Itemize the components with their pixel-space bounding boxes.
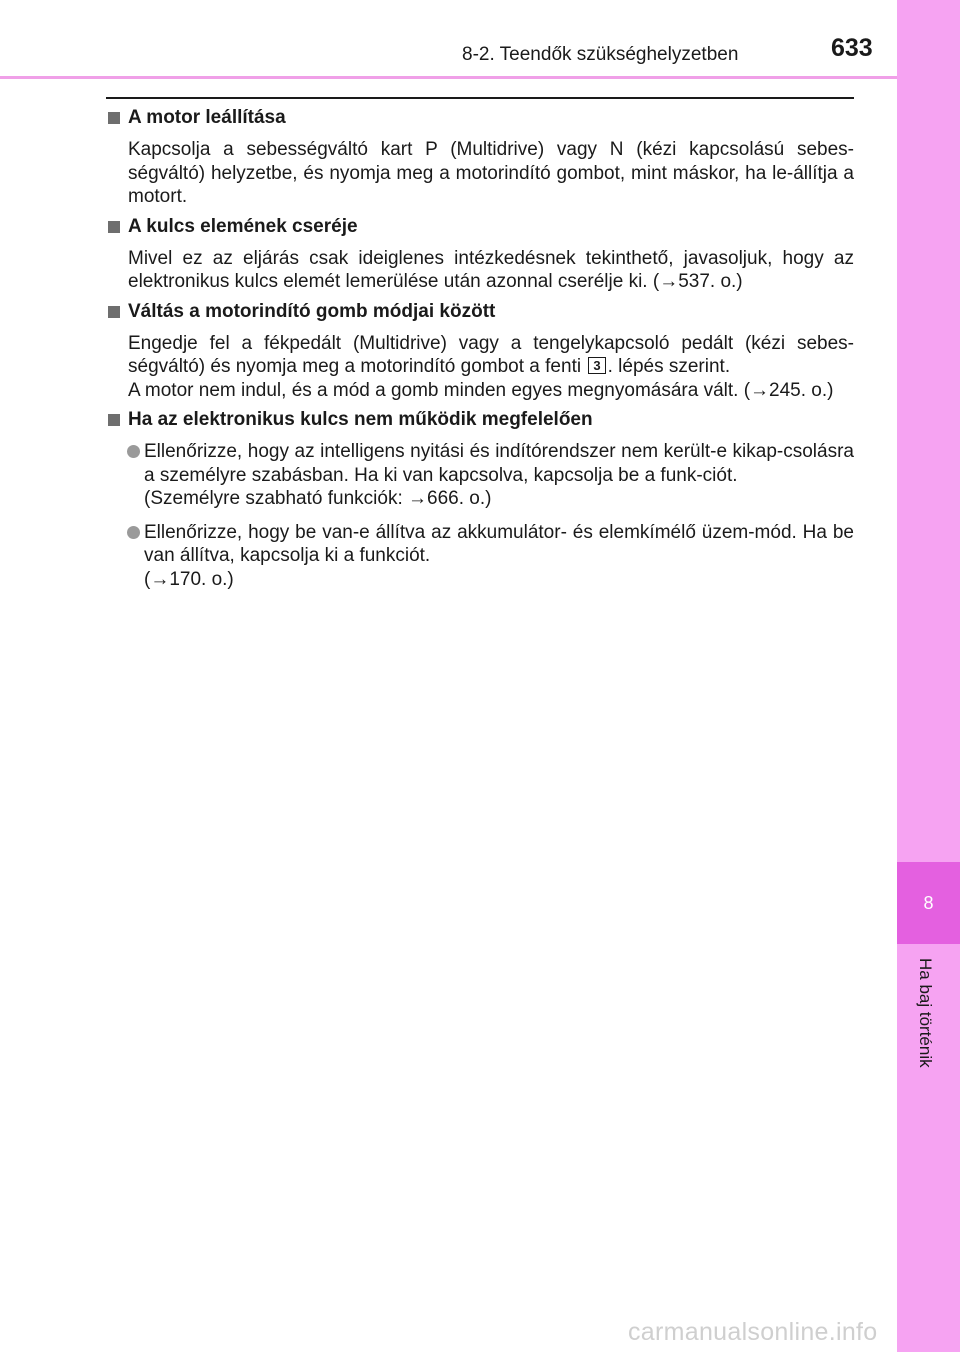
chapter-number: 8 — [923, 892, 934, 913]
section-body — [106, 247, 854, 294]
reference-line: (Személyre szabható funkciók: →666. o.) — [144, 488, 492, 509]
paragraph: Ellenőrizze, hogy az intelligens nyitási és indítórendszer nem került-e kikap-csolásra a személyre szabásban. Ha ki van kapcsolva, kapcsolja be a funk-ciót. — [144, 441, 854, 486]
bullet-item — [106, 440, 854, 511]
chapter-title: Ha baj történik — [916, 958, 935, 1068]
square-bullet-icon — [108, 414, 120, 426]
bullet-item — [106, 521, 854, 592]
step-reference-box: 3 — [588, 357, 605, 374]
section-body — [106, 138, 854, 209]
round-bullet-icon — [127, 526, 140, 539]
paragraph: A motor nem indul, és a mód a gomb minden egyes megnyomására vált. (→245. o.) — [128, 379, 834, 401]
reference-line: (→170. o.) — [144, 568, 234, 590]
square-bullet-icon — [108, 112, 120, 124]
page-number: 633 — [831, 34, 873, 62]
section-heading: A motor leállítása — [106, 106, 854, 130]
paragraph: Mivel ez az eljárás csak ideiglenes intézkedésnek tekinthető, javasoljuk, hogy az elektronikus kulcs elemét lemerülése után azonnal cserélje ki. (→537. o.) — [128, 247, 854, 292]
section-title: 8-2. Teendők szükséghelyzetben — [462, 44, 739, 65]
chapter-number-box — [897, 862, 960, 944]
watermark: carmanualsonline.info — [628, 1318, 878, 1346]
section-body — [106, 332, 854, 403]
content-top-rule — [106, 97, 854, 99]
page-content — [106, 106, 854, 601]
section-heading: A kulcs elemének cseréje — [106, 215, 854, 239]
round-bullet-icon — [127, 445, 140, 458]
square-bullet-icon — [108, 306, 120, 318]
square-bullet-icon — [108, 221, 120, 233]
chapter-side-tab — [897, 0, 960, 1352]
paragraph: Kapcsolja a sebességváltó kart P (Multidrive) vagy N (kézi kapcsolású sebes-ségváltó) helyzetbe, és nyomja meg a motorindító gombot, mint máskor, ha le-állítja a motort. — [128, 139, 854, 207]
paragraph: Ellenőrizze, hogy be van-e állítva az akkumulátor- és elemkímélő üzem-mód. Ha be van állítva, kapcsolja ki a funkciót. — [144, 521, 854, 566]
paragraph: Engedje fel a fékpedált (Multidrive) vagy a tengelykapcsoló pedált (kézi sebes-ségváltó) és nyomja meg a motorindító gombot a fenti 3 . lépés szerint. — [128, 332, 854, 377]
header-rule — [0, 76, 897, 79]
section-heading: Ha az elektronikus kulcs nem működik megfelelően — [106, 408, 854, 432]
section-heading: Váltás a motorindító gomb módjai között — [106, 300, 854, 324]
